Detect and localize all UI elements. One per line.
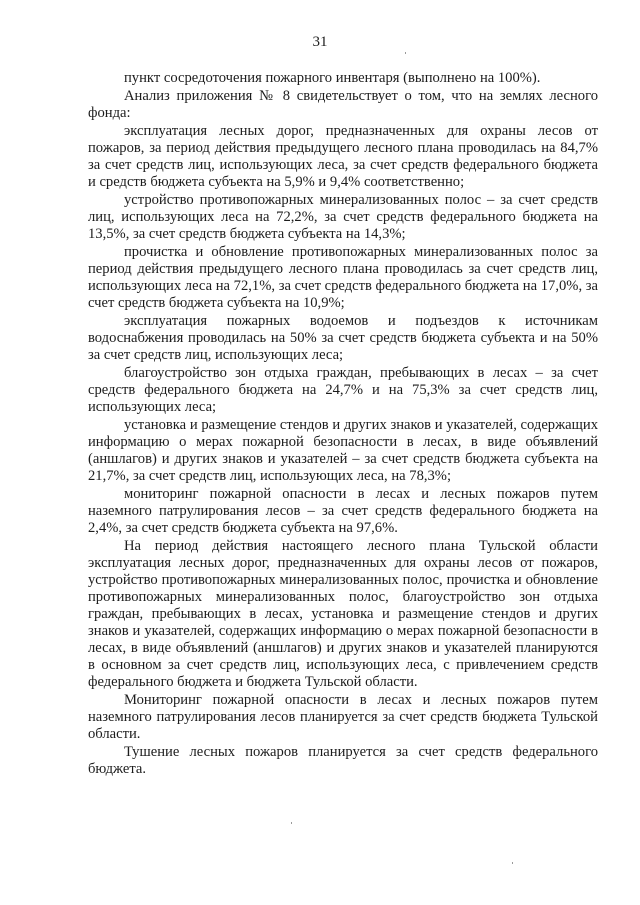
paragraph: благоустройство зон отдыха граждан, пребывающих в лесах – за счет средств федерального бюджета на 24,7% и на 75,3% за счет средств лиц, использующих леса; (88, 365, 598, 415)
paragraph: эксплуатация пожарных водоемов и подъездов к источникам водоснабжения проводилась на 50% за счет средств бюджета субъекта и на 50% за счет средств лиц, использующих леса; (88, 313, 598, 363)
scan-speck (405, 52, 406, 54)
scan-speck (512, 862, 513, 864)
paragraph: На период действия настоящего лесного плана Тульской области эксплуатация лесных дорог, предназначенных для охраны лесов от пожаров, устройство противопожарных минерализованных полос, прочистка и обновление противопожарных минерализованных полос, благоустройство зон отдыха граждан, пребывающих в лесах, установка и размещение стендов и других знаков и указателей, содержащих информацию о мерах пожарной безопасности в лесах, в виде объявлений (аншлагов) и других знаков и указателей планируются в основном за счет средств лиц, использующих леса, с привлечением средств федерального бюджета и бюджета Тульской области. (88, 538, 598, 690)
paragraph: мониторинг пожарной опасности в лесах и лесных пожаров путем наземного патрулирования лесов – за счет средств федерального бюджета на 2,4%, за счет средств бюджета субъекта на 97,6%. (88, 486, 598, 536)
page-number: 31 (312, 34, 328, 50)
paragraph: прочистка и обновление противопожарных минерализованных полос за период действия предыдущего лесного плана проводилась за счет средств лиц, использующих леса на 72,1%, за счет средств федерального бюджета на 17,0%, за счет средств бюджета субъекта на 10,9%; (88, 244, 598, 311)
paragraph: пункт сосредоточения пожарного инвентаря (выполнено на 100%). (124, 70, 541, 86)
paragraph: Анализ приложения № 8 свидетельствует о том, что на землях лесного фонда: (88, 88, 598, 121)
paragraph: устройство противопожарных минерализованных полос – за счет средств лиц, использующих леса на 72,2%, за счет средств федерального бюджета на 13,5%, за счет средств бюджета субъекта на 14,3%; (88, 192, 598, 242)
document-body (88, 70, 598, 779)
paragraph: Мониторинг пожарной опасности в лесах и лесных пожаров путем наземного патрулирования лесов планируется за счет средств бюджета Тульской области. (88, 692, 598, 742)
paragraph: эксплуатация лесных дорог, предназначенных для охраны лесов от пожаров, за период действия предыдущего лесного плана проводилась на 84,7% за счет средств лиц, использующих леса, за счет средств федерального бюджета и средств бюджета субъекта на 5,9% и 9,4% соответственно; (88, 123, 598, 190)
paragraph: Тушение лесных пожаров планируется за счет средств федерального бюджета. (88, 744, 598, 777)
paragraph: установка и размещение стендов и других знаков и указателей, содержащих информацию о мерах пожарной безопасности в лесах, в виде объявлений (аншлагов) и других знаков и указателей – за счет средств бюджета субъекта на 21,7%, за счет средств лиц, использующих леса, на 78,3%; (88, 417, 598, 484)
scan-speck (291, 822, 292, 824)
